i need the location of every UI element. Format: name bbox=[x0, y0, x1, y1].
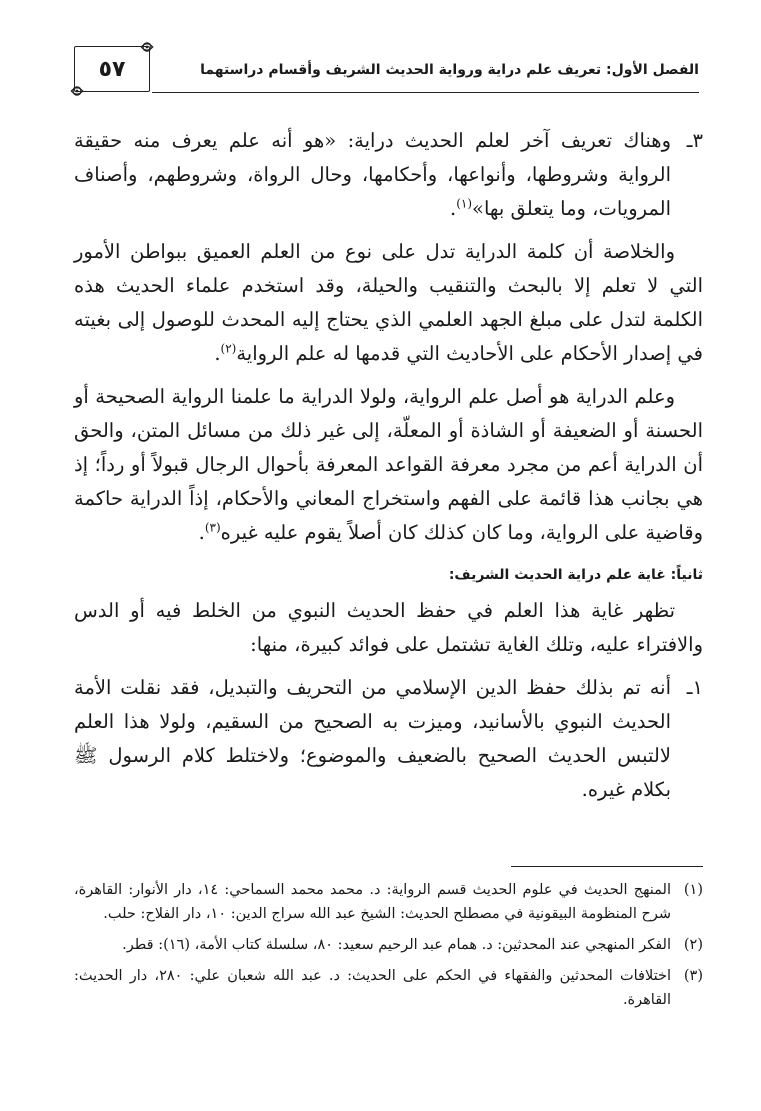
paragraph-dirayah-origin bbox=[74, 380, 703, 550]
list-marker: ١ـ bbox=[686, 676, 703, 699]
paragraph-summary bbox=[74, 235, 703, 371]
footnote-text: الفكر المنهجي عند المحدثين: د. همام عبد الرحيم سعيد: ٨٠، سلسلة كتاب الأمة، (١٦): قطر. bbox=[122, 937, 671, 953]
running-header bbox=[74, 40, 699, 96]
list-marker: ٣ـ bbox=[686, 129, 703, 152]
header-rule bbox=[152, 92, 699, 93]
footnote-text: اختلافات المحدثين والفقهاء في الحكم على الحديث: د. عبد الله شعبان علي: ٢٨٠، دار الحديث: القاهرة. bbox=[74, 968, 672, 1008]
page-number-box bbox=[74, 46, 150, 92]
paragraph-text: وعلم الدراية هو أصل علم الرواية، ولولا الدراية ما علمنا الرواية الصحيحة أو الحسنة أو الضعيفة أو الشاذة أو المعلّة، إلى غير ذلك من مسائل المتن، والحق أن الدراية أعم من مجرد معرفة القواعد المعرفة بأحوال الرجال قبولاً أو رداً؛ إذ هي بجانب هذا قائمة على الفهم واستخراج المعاني والأحكام، إذاً الدراية حاكمة وقاضية على الرواية، وما كان كذلك كان أصلاً يقوم عليه غيره bbox=[74, 385, 703, 544]
main-text bbox=[74, 124, 703, 816]
footnote bbox=[74, 964, 703, 1012]
chapter-title: الفصل الأول: تعريف علم دراية ورواية الحديث الشريف وأقسام دراستهما bbox=[200, 62, 699, 78]
item-text: أنه تم بذلك حفظ الدين الإسلامي من التحريف والتبديل، فقد نقلت الأمة الحديث النبوي بالأسانيد، وميزت به الصحيح من السقيم، ولولا هذا العلم لالتبس الحديث الصحيح بالضعيف والموضوع؛ ولاختلط كلام الرسول ﷺ بكلام غيره. bbox=[74, 676, 671, 801]
paragraph-text: تظهر غاية هذا العلم في حفظ الحديث النبوي من الخلط فيه أو الدس والافتراء عليه، وتلك الغاية تشتمل على فوائد كبيرة، منها: bbox=[74, 599, 703, 656]
footnote-number: (٣) bbox=[683, 968, 703, 984]
footnote-number: (٢) bbox=[683, 937, 703, 953]
sentence-end: . bbox=[198, 521, 205, 544]
list-item-1 bbox=[74, 671, 703, 807]
footnote bbox=[74, 878, 703, 926]
footnote-separator bbox=[511, 866, 703, 867]
section-heading: ثانياً: غاية علم دراية الحديث الشريف: bbox=[448, 567, 703, 583]
footnote-ref: (١) bbox=[456, 196, 473, 211]
corner-ornament-icon bbox=[69, 83, 85, 99]
corner-ornament-icon bbox=[139, 39, 155, 55]
page-number: ٥٧ bbox=[98, 56, 126, 82]
footnotes bbox=[74, 878, 703, 1019]
paragraph-purpose bbox=[74, 594, 703, 662]
paragraph-text: والخلاصة أن كلمة الدراية تدل على نوع من العلم العميق ببواطن الأمور التي لا تعلم إلا بالبحث والتنقيب والحيلة، وقد استخدم علماء الحديث هذه الكلمة لتدل على مبلغ الجهد العلمي الذي يحتاج إليه المحدث للوصول إلى بغيته في إصدار الأحكام على الأحاديث التي قدمها له علم الرواية bbox=[74, 240, 703, 365]
footnote-ref: (٣) bbox=[204, 520, 221, 535]
item-text: وهناك تعريف آخر لعلم الحديث دراية: «هو أنه علم يعرف منه حقيقة الرواية وشروطها، وأنواعها، وأحكامها، وحال الرواة، وشروطهم، وأصناف المرويات، وما يتعلق بها» bbox=[74, 129, 671, 220]
sentence-end: . bbox=[450, 197, 457, 220]
footnote-ref: (٢) bbox=[220, 341, 237, 356]
sentence-end: . bbox=[214, 342, 221, 365]
footnote bbox=[74, 933, 703, 957]
footnote-text: المنهج الحديث في علوم الحديث قسم الرواية: د. محمد محمد السماحي: ١٤، دار الأنوار: القاهرة، شرح المنظومة البيقونية في مصطلح الحديث: الشيخ عبد الله سراج الدين: ١٠، دار الفلاح: حلب. bbox=[74, 882, 672, 922]
list-item-3 bbox=[74, 124, 703, 226]
footnote-number: (١) bbox=[683, 882, 703, 898]
